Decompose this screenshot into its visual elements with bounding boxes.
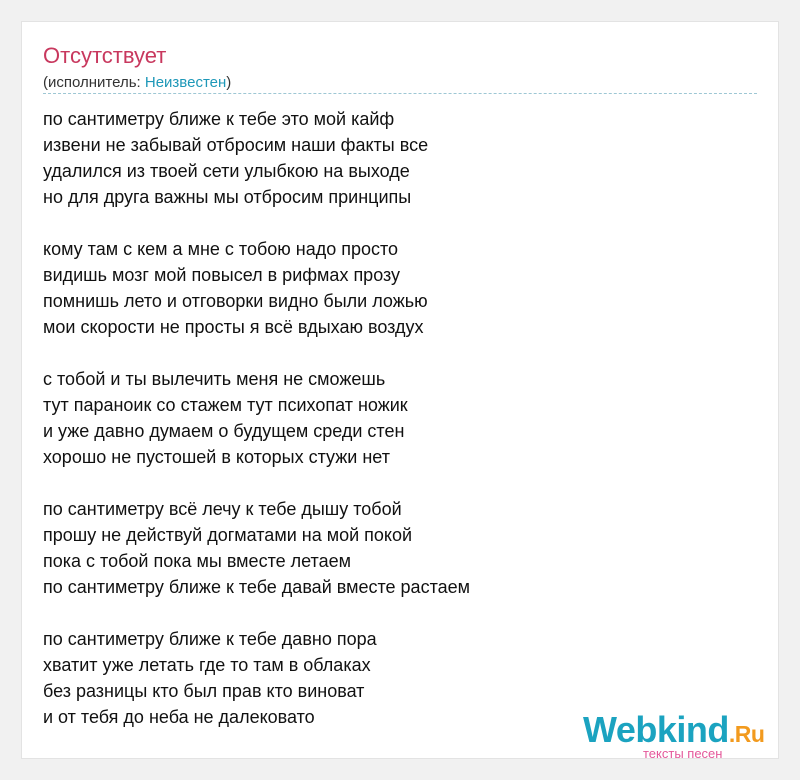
lyric-line: и уже давно думаем о будущем среди стен bbox=[43, 421, 405, 441]
lyric-line: и от тебя до неба не далековато bbox=[43, 707, 315, 727]
lyric-stanza bbox=[43, 106, 470, 210]
logo-name: Webkind bbox=[583, 709, 729, 750]
lyric-line: хватит уже летать где то там в облаках bbox=[43, 655, 371, 675]
lyric-line: по сантиметру ближе к тебе это мой кайф bbox=[43, 109, 395, 129]
song-title: Отсутствует bbox=[43, 43, 167, 68]
lyric-line: пока с тобой пока мы вместе летаем bbox=[43, 551, 351, 571]
lyric-line: помнишь лето и отговорки видно были ложью bbox=[43, 291, 428, 311]
lyric-line: тут параноик со стажем тут психопат ножик bbox=[43, 395, 408, 415]
lyric-line: но для друга важны мы отбросим принципы bbox=[43, 187, 412, 207]
divider bbox=[43, 93, 757, 94]
lyric-stanza bbox=[43, 496, 470, 600]
lyric-line: без разницы кто был прав кто виноват bbox=[43, 681, 365, 701]
artist-suffix: ) bbox=[226, 74, 232, 91]
lyric-line: с тобой и ты вылечить меня не сможешь bbox=[43, 369, 386, 389]
lyric-line: прошу не действуй догматами на мой покой bbox=[43, 525, 413, 545]
lyric-line: по сантиметру всё лечу к тебе дышу тобой bbox=[43, 499, 402, 519]
lyric-line: мои скорости не просты я всё вдыхаю воздух bbox=[43, 317, 424, 337]
lyric-line: по сантиметру ближе к тебе давай вместе растаем bbox=[43, 577, 471, 597]
artist-line bbox=[43, 73, 231, 93]
lyric-stanza bbox=[43, 626, 470, 730]
lyrics-page bbox=[21, 21, 779, 759]
lyric-line: извени не забывай отбросим наши факты все bbox=[43, 135, 429, 155]
webkind-logo[interactable] bbox=[583, 710, 783, 760]
logo-tagline: тексты песен bbox=[643, 746, 723, 761]
lyric-line: хорошо не пустошей в которых стужи нет bbox=[43, 447, 390, 467]
artist-link[interactable]: Неизвестен bbox=[144, 74, 227, 91]
lyric-line: по сантиметру ближе к тебе давно пора bbox=[43, 629, 377, 649]
lyrics-text bbox=[43, 106, 470, 730]
lyric-line: видишь мозг мой повысел в рифмах прозу bbox=[43, 265, 401, 285]
logo-tld: .Ru bbox=[728, 721, 765, 747]
lyric-stanza bbox=[43, 236, 470, 340]
lyric-line: удалился из твоей сети улыбкою на выходе bbox=[43, 161, 410, 181]
artist-prefix: (исполнитель: bbox=[43, 74, 145, 91]
lyric-stanza bbox=[43, 366, 470, 470]
lyric-line: кому там с кем а мне с тобою надо просто bbox=[43, 239, 399, 259]
